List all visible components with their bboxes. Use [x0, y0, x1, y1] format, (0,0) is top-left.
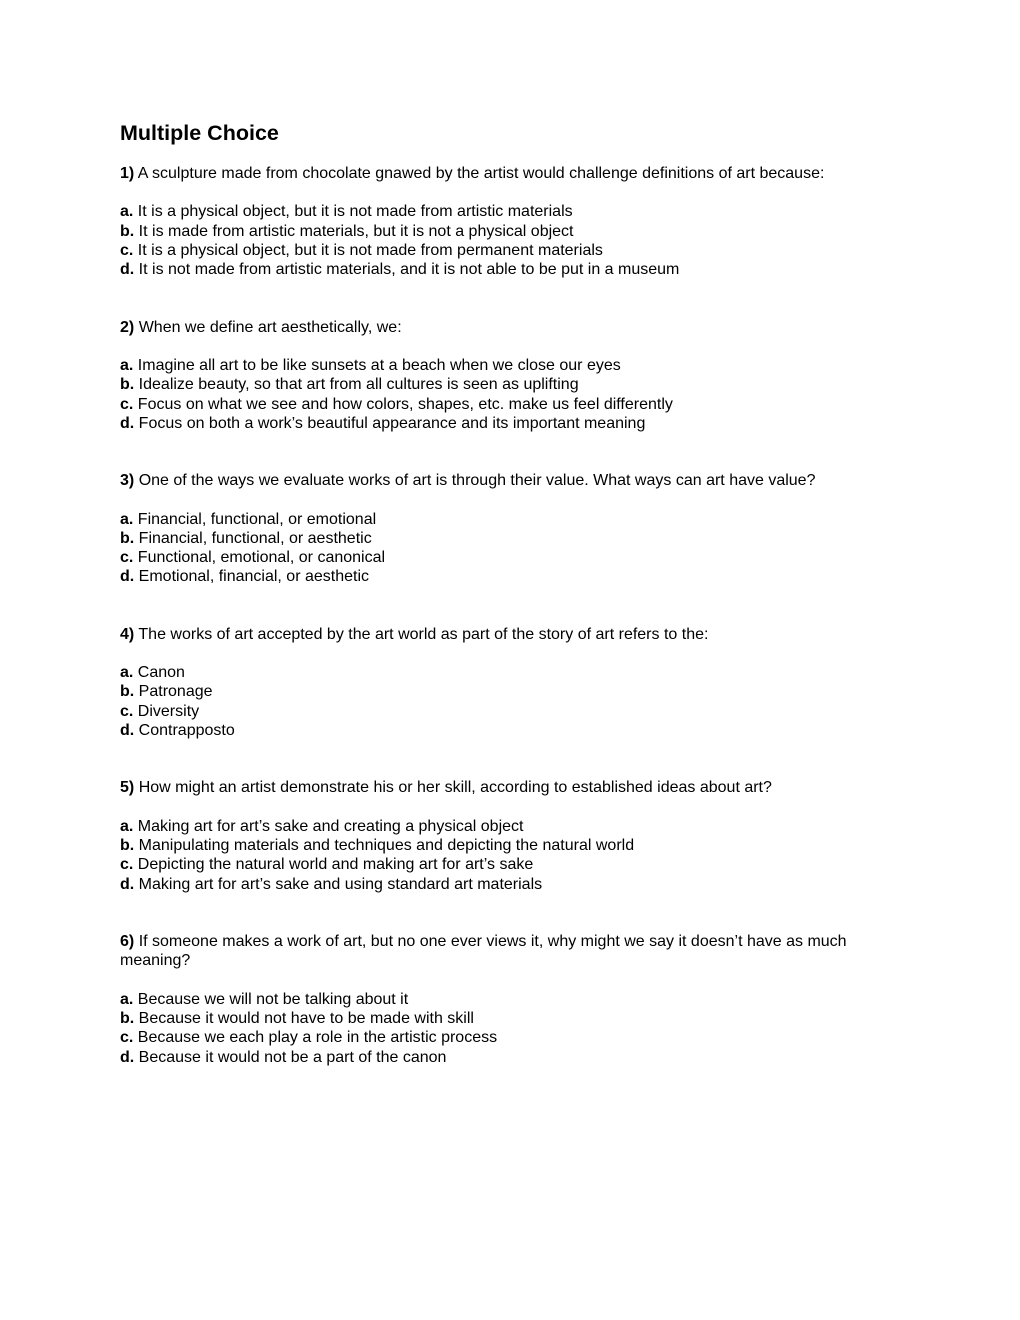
option-letter: c. [120, 856, 134, 874]
answer-options [120, 202, 900, 279]
question-2 [120, 318, 900, 434]
option-text: Idealize beauty, so that art from all cultures is seen as uplifting [138, 376, 579, 394]
option-letter: b. [120, 222, 135, 240]
question-text: The works of art accepted by the art world as part of the story of art refers to the: [138, 625, 709, 643]
option-letter: b. [120, 529, 135, 547]
answer-option-a [120, 356, 900, 375]
answer-option-c [120, 241, 900, 260]
option-letter: c. [120, 702, 134, 720]
answer-option-b [120, 836, 900, 855]
answer-option-b [120, 222, 900, 241]
option-text: Emotional, financial, or aesthetic [138, 568, 370, 586]
option-letter: b. [120, 1010, 135, 1028]
option-letter: d. [120, 261, 135, 279]
question-6 [120, 932, 900, 1067]
option-text: Financial, functional, or aesthetic [138, 529, 372, 547]
option-text: Imagine all art to be like sunsets at a beach when we close our eyes [137, 357, 621, 374]
option-text: Patronage [138, 683, 213, 701]
question-number: 4) [120, 625, 135, 643]
option-text: Focus on both a work’s beautiful appearance and its important meaning [138, 414, 646, 432]
answer-option-b [120, 1009, 900, 1028]
question-stem [120, 471, 900, 490]
option-text: Because it would not be a part of the canon [138, 1048, 447, 1066]
option-letter: a. [120, 203, 134, 221]
option-letter: a. [120, 817, 134, 835]
answer-option-d [120, 414, 900, 433]
answer-option-a [120, 663, 900, 682]
option-text: Because we will not be talking about it [137, 990, 409, 1008]
option-letter: d. [120, 722, 135, 740]
option-text: Making art for art’s sake and using standard art materials [138, 875, 543, 893]
answer-option-a [120, 817, 900, 836]
option-text: It is a physical object, but it is not made from artistic materials [137, 203, 573, 221]
option-text: It is not made from artistic materials, and it is not able to be put in a museum [138, 261, 680, 279]
answer-option-c [120, 548, 900, 567]
answer-options [120, 663, 900, 740]
answer-option-c [120, 855, 900, 874]
document-page [120, 118, 900, 1105]
answer-options [120, 356, 900, 433]
option-letter: c. [120, 395, 134, 413]
question-text: How might an artist demonstrate his or her skill, according to established ideas about art? [138, 779, 772, 797]
question-stem [120, 932, 900, 971]
option-text: Financial, functional, or emotional [137, 510, 377, 528]
option-text: Because it would not have to be made with skill [138, 1010, 474, 1028]
question-stem [120, 625, 900, 644]
answer-option-a [120, 510, 900, 529]
answer-option-d [120, 721, 900, 740]
question-number: 6) [120, 932, 135, 950]
answer-option-c [120, 702, 900, 721]
option-letter: a. [120, 990, 134, 1008]
answer-option-c [120, 395, 900, 414]
option-letter: b. [120, 837, 135, 855]
option-text: Because we each play a role in the artistic process [137, 1029, 498, 1047]
question-number: 1) [120, 165, 135, 182]
question-text: One of the ways we evaluate works of art is through their value. What ways can art have value? [138, 472, 816, 490]
answer-option-b [120, 529, 900, 548]
answer-option-c [120, 1028, 900, 1047]
option-text: Functional, emotional, or canonical [137, 549, 386, 567]
page-title: Multiple Choice [120, 121, 279, 145]
answer-option-a [120, 990, 900, 1009]
question-text: When we define art aesthetically, we: [138, 318, 402, 336]
answer-option-d [120, 567, 900, 586]
option-letter: b. [120, 376, 135, 394]
option-text: Focus on what we see and how colors, shapes, etc. make us feel differently [137, 395, 673, 413]
option-letter: b. [120, 683, 135, 701]
question-3 [120, 471, 900, 587]
question-stem [120, 318, 900, 337]
option-letter: d. [120, 875, 135, 893]
option-text: Making art for art’s sake and creating a physical object [137, 817, 524, 835]
question-text: A sculpture made from chocolate gnawed by the artist would challenge definitions of art because: [137, 165, 825, 182]
question-4 [120, 625, 900, 741]
answer-option-b [120, 682, 900, 701]
option-text: Contrapposto [138, 722, 235, 740]
question-stem [120, 778, 900, 797]
question-number: 5) [120, 779, 135, 797]
answer-options [120, 510, 900, 587]
option-letter: c. [120, 1029, 134, 1047]
option-text: Diversity [137, 702, 200, 720]
answer-option-d [120, 260, 900, 279]
option-letter: d. [120, 1048, 135, 1066]
option-letter: a. [120, 664, 134, 682]
option-letter: a. [120, 357, 134, 374]
option-text: Manipulating materials and techniques and depicting the natural world [138, 837, 635, 855]
question-stem [120, 164, 900, 183]
option-text: Depicting the natural world and making art for art’s sake [137, 856, 534, 874]
answer-option-d [120, 1048, 900, 1067]
question-5 [120, 778, 900, 894]
option-letter: c. [120, 549, 134, 567]
answer-option-a [120, 202, 900, 221]
question-text: If someone makes a work of art, but no one ever views it, why might we say it doesn’t have as much meaning? [120, 932, 847, 970]
option-text: It is made from artistic materials, but it is not a physical object [138, 222, 574, 240]
option-letter: d. [120, 568, 135, 586]
question-1 [120, 164, 900, 280]
option-letter: a. [120, 510, 134, 528]
answer-options [120, 817, 900, 894]
option-text: It is a physical object, but it is not made from permanent materials [137, 242, 603, 259]
option-letter: d. [120, 414, 135, 432]
option-letter: c. [120, 242, 134, 259]
question-number: 2) [120, 318, 135, 336]
answer-option-d [120, 875, 900, 894]
answer-options [120, 990, 900, 1067]
answer-option-b [120, 375, 900, 394]
option-text: Canon [137, 664, 185, 682]
question-number: 3) [120, 472, 135, 490]
